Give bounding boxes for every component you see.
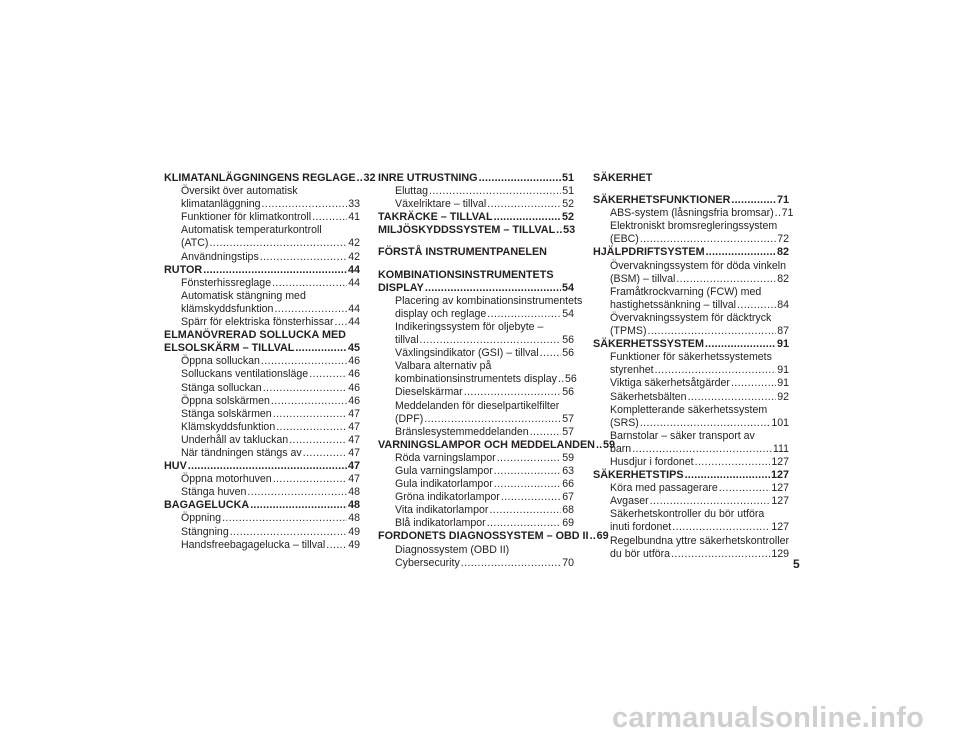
toc-section-entry[interactable] [378, 530, 609, 543]
dot-leader [650, 495, 771, 508]
toc-heading: KOMBINATIONSINSTRUMENTETS [378, 268, 554, 281]
toc-page-number: 47 [348, 473, 360, 486]
toc-subentry[interactable] [593, 207, 794, 220]
toc-page-number: 56 [562, 347, 574, 360]
toc-subentry[interactable] [593, 391, 789, 404]
dot-leader [558, 373, 564, 386]
dot-leader [671, 548, 770, 561]
toc-entry-title: kombinationsinstrumentets display [395, 373, 557, 386]
dot-leader [271, 395, 347, 408]
toc-page-number: 47 [348, 446, 360, 459]
toc-subentry-line: Övervakningssystem för däcktryck [610, 311, 772, 324]
dot-leader [487, 517, 562, 530]
toc-subentry[interactable] [378, 308, 574, 321]
toc-subentry-line: Placering av kombinationsinstrumentets [395, 294, 583, 307]
toc-subentry[interactable] [378, 491, 574, 504]
dot-leader [335, 316, 348, 329]
toc-page-number: 52 [561, 211, 574, 224]
dot-leader [640, 417, 770, 430]
toc-page-number: 129 [771, 547, 789, 560]
toc-subentry[interactable] [593, 482, 789, 495]
toc-entry-title: Avgaser [610, 495, 649, 508]
dot-leader [672, 521, 770, 534]
toc-entry-title: Husdjur i fordonet [610, 455, 694, 468]
toc-page-number: 101 [771, 416, 789, 429]
toc-subentry[interactable] [593, 521, 789, 534]
toc-section-entry[interactable] [378, 224, 574, 237]
toc-entry-title: DISPLAY [378, 281, 424, 294]
dot-leader [706, 246, 776, 259]
toc-entry-title: Gula varningslampor [395, 464, 493, 477]
dot-leader [775, 207, 781, 220]
toc-page-number: 54 [561, 281, 574, 294]
toc-subentry[interactable] [593, 443, 789, 456]
dot-leader [357, 172, 363, 185]
toc-subentry[interactable] [593, 495, 789, 508]
toc-subentry-line: Valbara alternativ på [395, 360, 492, 373]
toc-subentry[interactable] [593, 377, 789, 390]
toc-subentry[interactable] [593, 273, 789, 286]
toc-page-number: 41 [348, 211, 360, 224]
dot-leader [326, 539, 347, 552]
toc-entry-title: Bränslesystemmeddelanden [395, 425, 529, 438]
dot-leader [309, 368, 347, 381]
dot-leader [647, 325, 776, 338]
toc-entry-title: Stänga solluckan [181, 381, 262, 394]
toc-page-number: 57 [562, 425, 574, 438]
toc-page-number: 44 [348, 302, 360, 315]
toc-page-number: 82 [776, 246, 789, 259]
dot-leader [247, 486, 347, 499]
toc-subentry[interactable] [378, 426, 574, 439]
toc-entry-title: (TPMS) [610, 325, 647, 338]
toc-entry-title: TAKRÄCKE – TILLVAL [378, 211, 493, 224]
toc-subentry[interactable] [164, 198, 360, 211]
toc-subentry[interactable] [378, 452, 574, 465]
watermark: carmanualsonline.info [612, 702, 924, 734]
dot-leader [425, 282, 561, 295]
dot-leader [676, 273, 776, 286]
toc-page-number: 127 [771, 455, 789, 468]
toc-page-number: 56 [562, 334, 574, 347]
toc-page-number: 92 [777, 390, 789, 403]
toc-subentry[interactable] [378, 185, 574, 198]
dot-leader [494, 211, 561, 224]
toc-entry-title: Röda varningslampor [395, 451, 496, 464]
dot-leader [655, 364, 777, 377]
dot-leader [719, 482, 771, 495]
toc-section-entry[interactable] [164, 172, 376, 185]
toc-subentry[interactable] [164, 486, 360, 499]
toc-heading: SÄKERHET [593, 172, 653, 184]
toc-entry-title: Växlingsindikator (GSI) – tillval [395, 347, 539, 360]
toc-page-number: 71 [776, 194, 789, 207]
toc-entry-title: Öppning [181, 512, 222, 525]
toc-entry-title: (SRS) [610, 416, 639, 429]
toc-section-entry[interactable] [164, 342, 360, 355]
toc-entry-title: Stänga solskärmen [181, 407, 272, 420]
toc-page-number: 59 [602, 438, 615, 451]
spacer [593, 185, 789, 194]
toc-subentry[interactable] [164, 512, 360, 525]
toc-entry-title: Användningstips [181, 250, 259, 263]
toc-page-number: 49 [348, 538, 360, 551]
toc-subentry[interactable] [164, 526, 360, 539]
toc-page-number: 51 [562, 185, 574, 198]
dot-leader [274, 303, 347, 316]
toc-entry-title: Öppna motorhuven [181, 473, 272, 486]
toc-column-3 [593, 172, 794, 561]
toc-entry-title: När tändningen stängs av [181, 446, 302, 459]
toc-subentry[interactable] [164, 473, 360, 486]
toc-page-number: 33 [348, 198, 360, 211]
dot-leader [273, 408, 348, 421]
dot-leader [489, 504, 561, 517]
toc-subentry-line: Diagnossystem (OBD II) [395, 543, 510, 556]
toc-entry-title: Gröna indikatorlampor [395, 491, 500, 504]
toc-page-number: 59 [562, 451, 574, 464]
toc-subentry[interactable] [378, 386, 574, 399]
toc-subentry[interactable] [164, 251, 360, 264]
toc-page-number: 70 [562, 556, 574, 569]
toc-entry-title: HJÄLPDRIFTSYSTEM [593, 246, 705, 259]
toc-subentry-line: Framåtkrockvarning (FCW) med [610, 285, 762, 298]
toc-page-number: 68 [562, 504, 574, 517]
toc-subentry[interactable] [593, 299, 789, 312]
dot-leader [272, 277, 347, 290]
toc-subentry[interactable] [164, 395, 360, 408]
toc-entry-title: klimatanläggning [181, 198, 261, 211]
toc-subentry[interactable] [378, 334, 574, 347]
toc-section-entry[interactable] [378, 211, 574, 224]
toc-subentry[interactable] [593, 364, 789, 377]
toc-entry-title: Spärr för elektriska fönsterhissar [181, 316, 334, 329]
toc-page-number: 69 [596, 530, 609, 543]
toc-subentry[interactable] [378, 198, 574, 211]
toc-entry-title: (ATC) [181, 237, 209, 250]
toc-entry-title: Vita indikatorlampor [395, 504, 489, 517]
toc-subentry-line: Regelbundna yttre säkerhetskontroller [610, 534, 790, 547]
dot-leader [556, 224, 562, 237]
toc-page-number: 52 [562, 198, 574, 211]
toc-entry-title: (BSM) – tillval [610, 272, 676, 285]
toc-entry-title: ABS-system (låsningsfria bromsar) [610, 207, 774, 220]
dot-leader [487, 308, 561, 321]
dot-leader [685, 469, 770, 482]
toc-page-number: 47 [347, 460, 360, 473]
toc-page-number: 91 [777, 377, 789, 390]
toc-entry-title: styrenhet [610, 364, 654, 377]
toc-entry-title: Öppna solskärmen [181, 394, 270, 407]
toc-subentry[interactable] [164, 211, 360, 224]
toc-subentry[interactable] [164, 421, 360, 434]
toc-section-entry[interactable] [378, 438, 615, 452]
dot-leader [250, 499, 347, 512]
toc-subentry[interactable] [378, 465, 574, 478]
toc-page-number: 71 [781, 207, 794, 220]
toc-entry-title: du bör utföra [610, 547, 671, 560]
toc-page-number: 87 [777, 325, 789, 338]
toc-entry-title: Solluckans ventilationsläge [181, 368, 309, 381]
toc-subentry[interactable] [378, 504, 574, 517]
toc-subentry-line: Funktioner för säkerhetssystemets [610, 351, 772, 364]
dot-leader [731, 194, 776, 207]
dot-leader [501, 491, 561, 504]
toc-page-number: 48 [347, 499, 360, 512]
toc-entry-title: inuti fordonet [610, 521, 672, 534]
toc-subentry[interactable] [378, 517, 574, 530]
toc-entry-title: tillval [395, 334, 419, 347]
dot-leader [464, 386, 562, 399]
toc-subentry-line: Översikt över automatisk [181, 185, 298, 198]
toc-page-number: 49 [348, 525, 360, 538]
dot-leader [420, 334, 562, 347]
dot-leader [295, 342, 347, 355]
dot-leader [222, 512, 347, 525]
toc-page-number: 72 [777, 233, 789, 246]
toc-subentry[interactable] [378, 557, 574, 570]
toc-page-number: 57 [562, 412, 574, 425]
toc-entry-title: SÄKERHETSFUNKTIONER [593, 194, 731, 207]
toc-subentry[interactable] [164, 355, 360, 368]
dot-leader [263, 382, 348, 395]
toc-entry-title: MILJÖSKYDDSSYSTEM – TILLVAL [378, 224, 556, 237]
dot-leader [276, 421, 347, 434]
toc-subentry[interactable] [593, 233, 789, 246]
dot-leader [731, 377, 776, 390]
toc-subentry[interactable] [378, 347, 574, 360]
dot-leader [262, 198, 348, 211]
dot-leader [737, 299, 776, 312]
dot-leader [461, 557, 561, 570]
toc-page-number: 46 [348, 368, 360, 381]
dot-leader [487, 198, 561, 211]
dot-leader [479, 172, 561, 185]
toc-section-entry[interactable] [593, 469, 789, 482]
toc-entry-title: Blå indikatorlampor [395, 517, 486, 530]
toc-page-number: 42 [348, 250, 360, 263]
toc-entry-title: Öppna solluckan [181, 355, 260, 368]
page-number: 5 [793, 557, 800, 571]
toc-subentry[interactable] [378, 413, 574, 426]
toc-section-entry[interactable] [593, 194, 789, 207]
dot-leader [494, 478, 561, 491]
dot-leader [640, 233, 776, 246]
toc-page-number: 48 [348, 486, 360, 499]
toc-page-number: 56 [562, 386, 574, 399]
toc-section-entry[interactable] [164, 264, 360, 277]
toc-page-number: 111 [772, 442, 789, 455]
toc-entry-title: RUTOR [164, 263, 203, 276]
toc-subentry[interactable] [593, 456, 789, 469]
toc-page-number: 44 [348, 276, 360, 289]
toc-page-number: 127 [771, 495, 789, 508]
toc-entry-title: FORDONETS DIAGNOSSYSTEM – OBD II [378, 530, 589, 543]
toc-section-entry[interactable] [378, 282, 574, 295]
toc-entry-title: display och reglage [395, 307, 487, 320]
toc-heading: ELMANÖVRERAD SOLLUCKA MED [164, 329, 346, 342]
toc-entry-title: barn [610, 442, 632, 455]
toc-subentry[interactable] [164, 368, 360, 381]
toc-subentry-line: Barnstolar – säker transport av [610, 429, 755, 442]
toc-page-number: 66 [562, 478, 574, 491]
toc-page-number: 56 [564, 373, 577, 386]
toc-page-number: 42 [348, 237, 360, 250]
dot-leader [424, 413, 561, 426]
toc-subentry-line: Övervakningssystem för döda vinkeln [610, 259, 787, 272]
toc-entry-title: ELSOLSKÄRM – TILLVAL [164, 342, 295, 355]
toc-entry-title: Eluttag [395, 185, 428, 198]
toc-subentry-line: Indikeringssystem för oljebyte – [395, 320, 544, 333]
dot-leader [497, 452, 562, 465]
toc-subentry[interactable] [164, 408, 360, 421]
toc-section-entry[interactable] [378, 172, 574, 185]
dot-leader [260, 251, 347, 264]
toc-page-number: 44 [348, 316, 360, 329]
toc-entry-title: klämskyddsfunktion [181, 302, 274, 315]
toc-subentry[interactable] [164, 382, 360, 395]
toc-column-1 [164, 172, 376, 552]
toc-page-number: 82 [777, 272, 789, 285]
toc-entry-title: Säkerhetsbälten [610, 390, 687, 403]
toc-page-number: 127 [771, 521, 789, 534]
toc-entry-title: Handsfreebagagelucka – tillval [181, 538, 326, 551]
toc-subentry[interactable] [164, 237, 360, 250]
dot-leader [209, 237, 347, 250]
toc-subentry[interactable] [378, 373, 577, 386]
toc-subentry[interactable] [593, 417, 789, 430]
toc-subentry[interactable] [164, 447, 360, 460]
spacer [378, 260, 574, 269]
dot-leader [530, 426, 562, 439]
toc-page-number: 48 [348, 512, 360, 525]
dot-leader [273, 473, 348, 486]
toc-subentry-line: Automatisk stängning med [181, 289, 306, 302]
dot-leader [303, 447, 347, 460]
toc-page-number: 127 [770, 469, 789, 482]
toc-entry-title: Stänga huven [181, 486, 247, 499]
toc-entry-title: BAGAGELUCKA [164, 499, 250, 512]
toc-subentry-line: Säkerhetskontroller du bör utföra [610, 508, 765, 521]
dot-leader [203, 264, 347, 277]
toc-section-entry[interactable] [164, 499, 360, 512]
toc-entry-title: Dieselskärmar [395, 386, 463, 399]
toc-page-number: 47 [348, 420, 360, 433]
toc-entry-title: Underhåll av takluckan [181, 433, 289, 446]
toc-subentry[interactable] [378, 478, 574, 491]
toc-entry-title: HUV [164, 460, 187, 473]
toc-page-number: 91 [777, 364, 789, 377]
toc-page-number: 47 [348, 407, 360, 420]
toc-page-number: 53 [563, 224, 576, 237]
toc-entry-title: Klämskyddsfunktion [181, 420, 276, 433]
toc-entry-title: Viktiga säkerhetsåtgärder [610, 377, 730, 390]
toc-subentry-line: Automatisk temperaturkontroll [181, 224, 322, 237]
toc-entry-title: VARNINGSLAMPOR OCH MEDDELANDEN [378, 438, 595, 451]
dot-leader [188, 460, 347, 473]
toc-entry-title: Funktioner för klimatkontroll [181, 211, 312, 224]
toc-heading: FÖRSTÅ INSTRUMENTPANELEN [378, 246, 547, 259]
toc-entry-title: Växelriktare – tillval [395, 198, 487, 211]
dot-leader [695, 456, 771, 469]
dot-leader [705, 338, 776, 351]
toc-entry-title: Köra med passagerare [610, 482, 718, 495]
toc-entry-title: Gula indikatorlampor [395, 478, 493, 491]
toc-page-number: 46 [348, 355, 360, 368]
dot-leader [688, 391, 777, 404]
dot-leader [230, 526, 347, 539]
toc-page-number: 44 [347, 263, 360, 276]
toc-page-number: 84 [777, 298, 789, 311]
toc-page-number: 46 [348, 381, 360, 394]
toc-subentry[interactable] [164, 277, 360, 290]
toc-subentry[interactable] [593, 548, 789, 561]
toc-subentry[interactable] [164, 434, 360, 447]
toc-entry-title: (EBC) [610, 233, 639, 246]
dot-leader [632, 443, 772, 456]
toc-section-entry[interactable] [164, 460, 360, 473]
toc-entry-title: hastighetssänkning – tillval [610, 298, 737, 311]
toc-entry-title: SÄKERHETSSYSTEM [593, 338, 704, 351]
toc-entry-title: (DPF) [395, 412, 424, 425]
toc-page-number: 67 [562, 491, 574, 504]
dot-leader [494, 465, 561, 478]
toc-subentry[interactable] [164, 539, 360, 552]
dot-leader [429, 185, 561, 198]
toc-entry-title: INRE UTRUSTNING [378, 172, 478, 184]
toc-entry-title: KLIMATANLÄGGNINGENS REGLAGE [164, 172, 356, 184]
toc-page-number: 51 [561, 172, 574, 184]
toc-entry-title: Stängning [181, 525, 229, 538]
toc-subentry[interactable] [164, 316, 360, 329]
toc-page-number: 63 [562, 464, 574, 477]
toc-page-number: 127 [771, 482, 789, 495]
toc-page-number: 46 [348, 394, 360, 407]
dot-leader [289, 434, 347, 447]
toc-section-entry[interactable] [593, 246, 789, 259]
toc-section-entry[interactable] [593, 338, 789, 351]
toc-subentry[interactable] [593, 325, 789, 338]
toc-subentry[interactable] [164, 303, 360, 316]
toc-entry-title: Fönsterhissreglage [181, 276, 272, 289]
toc-page-number: 47 [348, 433, 360, 446]
toc-column-2 [378, 172, 615, 570]
dot-leader [312, 211, 347, 224]
toc-subentry-line: Kompletterande säkerhetssystem [610, 403, 768, 416]
toc-subentry-line: Meddelanden för dieselpartikelfilter [395, 399, 560, 412]
toc-entry-title: SÄKERHETSTIPS [593, 469, 684, 482]
toc-page-number: 69 [562, 517, 574, 530]
toc-page-number: 45 [347, 342, 360, 355]
dot-leader [261, 355, 347, 368]
dot-leader [540, 347, 562, 360]
toc-page-number: 91 [776, 338, 789, 351]
toc-page-number: 32 [363, 172, 376, 184]
toc-page-number: 54 [562, 307, 574, 320]
toc-entry-title: Cybersecurity [395, 556, 460, 569]
toc-subentry-line: Elektroniskt bromsregleringssystem [610, 220, 778, 233]
